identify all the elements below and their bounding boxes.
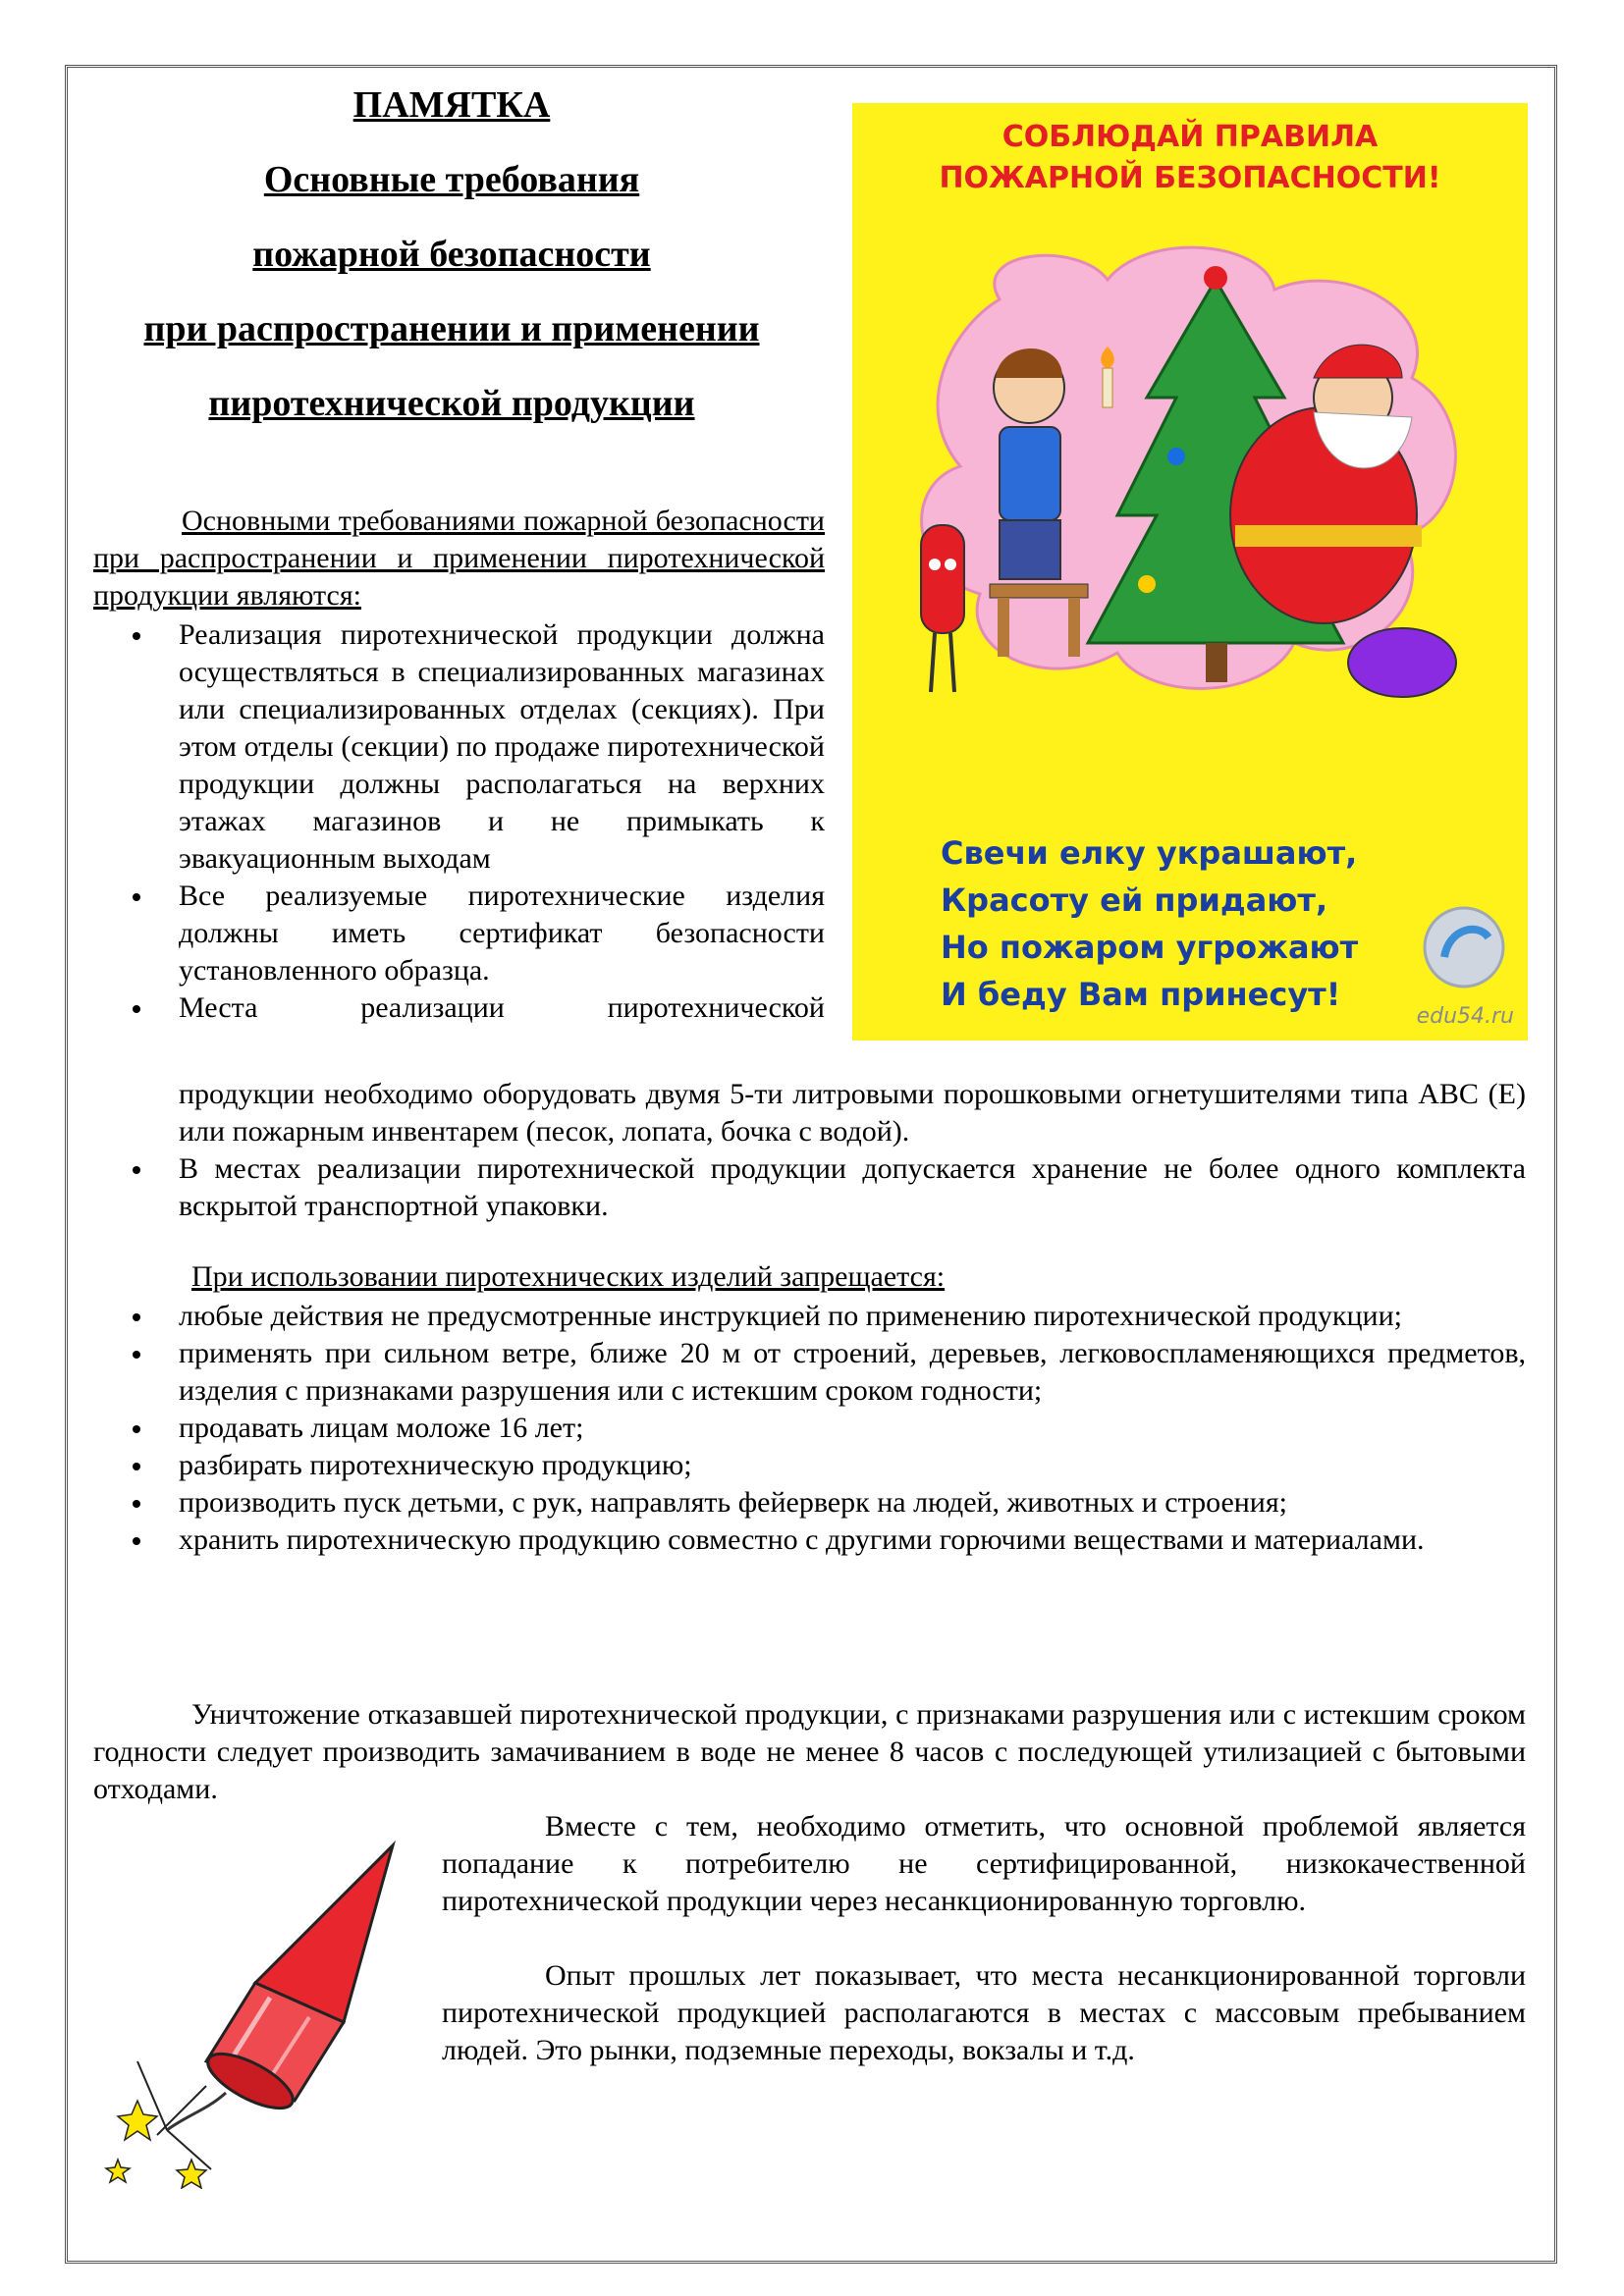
poster-poem: Свечи елку украшают, Красоту ей придают, Но пожаром угрожают И беду Вам принесут!	[941, 834, 1359, 1013]
intro-paragraph: Основными требованиями пожарной безопасности при распространении и применении пиротехнической продукции являются:	[93, 505, 825, 612]
bullet-icon	[133, 1351, 140, 1359]
disposal-paragraph: Уничтожение отказавшей пиротехнической продукции, с признаками разрушения или с истекшим сроком годности следует производить замачиванием в воде не менее 8 часов с последующей утилизацией с бытовыми отходами.	[93, 1698, 1526, 1805]
bullet-icon	[133, 1005, 140, 1013]
list-item: применять при сильном ветре, ближе 20 м от строений, деревьев, легковоспламеняющихся предметов, изделия с признаками разрушения или с истекшим сроком годности;	[93, 1335, 1526, 1410]
list-item: продавать лицам моложе 16 лет;	[93, 1410, 1526, 1447]
list-item: разбирать пиротехническую продукцию;	[93, 1447, 1526, 1484]
list-item: производить пуск детьми, с рук, направлять фейерверк на людей, животных и строения;	[93, 1484, 1526, 1522]
memo-subtitle-2: пожарной безопасности	[252, 234, 651, 275]
prohibited-list	[93, 1298, 1526, 1559]
gift-sack-icon	[1348, 628, 1456, 697]
bullet-icon	[133, 1537, 140, 1545]
memo-subtitle-3: при распространении и применении	[143, 308, 760, 349]
experience-paragraph: Опыт прошлых лет показывает, что места несанкционированной торговли пиротехнической продукцией располагаются в местах с массовым пребыванием людей. Это рынки, подземные переходы, вокзалы и т.д.	[442, 1959, 1526, 2066]
bullet-icon	[133, 632, 140, 640]
sales-rules-list	[93, 616, 825, 1027]
fire-safety-poster	[852, 103, 1528, 1041]
sales-rules-list-cont	[93, 1150, 1526, 1225]
problem-paragraph: Вместе с тем, необходимо отметить, что основной проблемой является попадание к потребителю не сертифицированной, низкокачественной пиротехнической продукции через несанкционированную торговлю.	[442, 1810, 1526, 1917]
sales-rule-3-continued: продукции необходимо оборудовать двумя 5-ти литровыми порошковыми огнетушителями типа АВС (Е) или пожарным инвентарем (песок, лопата, бочка с водой).	[179, 1078, 1526, 1148]
memo-title: ПАМЯТКА	[352, 84, 551, 126]
list-item: В местах реализации пиротехнической продукции допускается хранение не более одного комплекта вскрытой транспортной упаковки.	[93, 1150, 1526, 1225]
memo-subtitle-1: Основные требования	[263, 159, 640, 200]
bullet-icon	[133, 1463, 140, 1470]
site-logo-icon	[1420, 903, 1508, 991]
bullet-icon	[133, 1425, 140, 1433]
bullet-icon	[133, 1166, 140, 1174]
prohibited-heading: При использовании пиротехнических изделий запрещается:	[191, 1260, 946, 1293]
firework-rocket-icon	[98, 1836, 432, 2189]
bullet-icon	[133, 1500, 140, 1508]
memo-subtitle-4: пиротехнической продукции	[208, 383, 695, 424]
list-item: Реализация пиротехнической продукции должна осуществляться в специализированных магазинах или специализированных отделах (секциях). При этом отделы (секции) по продаже пиротехнической продукции должны располагаться на верхних этажах магазинов и не примыкать к эвакуационным выходам	[93, 616, 825, 878]
list-item: Места реализации пиротехнической	[93, 989, 825, 1027]
list-item: Все реализуемые пиротехнические изделия должны иметь сертификат безопасности установленного образца.	[93, 878, 825, 989]
poster-headline: СОБЛЮДАЙ ПРАВИЛА ПОЖАРНОЙ БЕЗОПАСНОСТИ!	[939, 120, 1441, 195]
list-item: любые действия не предусмотренные инструкцией по применению пиротехнической продукции;	[93, 1298, 1526, 1335]
poster-watermark: edu54.ru	[1416, 1004, 1514, 1029]
bullet-icon	[133, 893, 140, 901]
fire-extinguisher-icon	[921, 525, 964, 633]
list-item: хранить пиротехническую продукцию совместно с другими горючими веществами и материалами.	[93, 1522, 1526, 1559]
poster-illustration	[852, 231, 1528, 820]
bullet-icon	[133, 1313, 140, 1321]
